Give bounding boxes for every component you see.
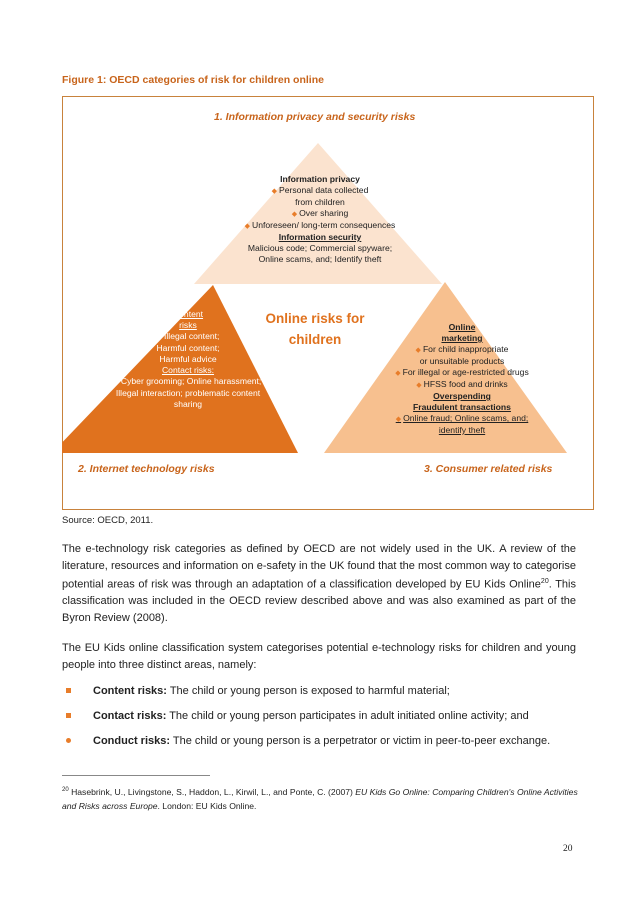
item-personal-data: Personal data collected [279, 185, 369, 195]
bullet-square-icon [66, 713, 71, 718]
paragraph-1-text: The e-technology risk categories as defined by OECD are not widely used in the UK. A review of the literature, resources and information on e-safety in the UK found that the most common way to categorise potential areas of risk was through an adaptation of a classification developed by EU Kids Online [62, 543, 576, 591]
security-line-2: Online scams, and; Identify theft [258, 254, 382, 264]
footnote-title: EU Kids Go Online: Comparing Children's Online Activities and Risks across Europe [62, 786, 578, 811]
item-illegal-content: Illegal content; [163, 331, 220, 341]
item-harmful-content: Harmful content; [156, 343, 220, 353]
bullet-icon: ◆ [271, 188, 278, 195]
bullet-text: The child or young person participates in adult initiated online activity; and [166, 710, 529, 722]
footnote-authors: Hasebrink, U., Livingstone, S., Haddon, L., Kirwil, L., and Ponte, C. (2007) [68, 786, 356, 797]
risk-triangles-diagram [62, 96, 594, 510]
category-consumer-related: 3. Consumer related risks [424, 463, 553, 475]
bullet-icon: ◆ [416, 382, 422, 389]
paragraph-1-text-2: . This classification was included in the OECD review described above and was also examined as part of the Byron Review (2008). [62, 578, 576, 624]
item-personal-data-cont: from children [295, 197, 345, 207]
bullet-icon: ◆ [395, 370, 401, 377]
item-illegal-interaction: Illegal interaction; problematic content [115, 388, 261, 398]
footnote-divider [62, 775, 210, 776]
heading-information-security: Information security [278, 232, 362, 242]
item-unsuitable-products: or unsuitable products [419, 356, 505, 366]
bullet-content-risks [62, 685, 450, 697]
bullet-label: Contact risks: [93, 710, 167, 722]
bullet-text: The child or young person is a perpetrator or victim in peer-to-peer exchange. [170, 735, 551, 747]
security-line-1: Malicious code; Commercial spyware; [247, 243, 393, 253]
bullet-icon: ◆ [415, 347, 421, 354]
heading-content: Content [172, 309, 204, 319]
item-over-sharing: Over sharing [299, 208, 349, 218]
item-harmful-advice: Harmful advice [159, 354, 217, 364]
bullet-icon: ◆ [395, 416, 402, 423]
category-information-privacy: 1. Information privacy and security risks [214, 111, 416, 123]
page-number: 20 [563, 844, 573, 854]
item-hfss-food: HFSS food and drinks [423, 379, 508, 389]
footnote [62, 783, 582, 813]
bullet-text: The child or young person is exposed to harmful material; [166, 685, 450, 697]
figure-title: Figure 1: OECD categories of risk for children online [62, 74, 324, 86]
center-label [250, 308, 380, 350]
item-unforeseen: Unforeseen/ long-term consequences [252, 220, 396, 230]
top-triangle-text [218, 174, 422, 265]
item-illegal-drugs: For illegal or age-restricted drugs [402, 367, 529, 377]
footnote-number: 20 [62, 787, 69, 793]
bullet-icon: ◆ [244, 223, 251, 230]
center-label-line-2: children [288, 332, 342, 347]
paragraph-1 [62, 541, 576, 626]
heading-fraudulent: Fraudulent transactions [413, 402, 511, 412]
bullet-icon: ◆ [291, 211, 298, 218]
bullet-label: Content risks: [93, 685, 167, 697]
bullet-icon: ■ [114, 379, 119, 386]
heading-overspending: Overspending [433, 391, 491, 401]
heading-contact-risks: Contact risks: [161, 365, 215, 375]
heading-content-cont: risks [179, 320, 197, 330]
center-label-line-1: Online risks for [265, 311, 365, 326]
item-inappropriate: For child inappropriate [422, 344, 509, 354]
bullet-icon: ◆ [156, 334, 162, 341]
bullet-conduct-risks [62, 735, 550, 747]
footnote-ref[interactable]: 20 [540, 578, 549, 585]
bullet-dot-icon [66, 738, 71, 743]
bullet-contact-risks [62, 710, 529, 722]
paragraph-2: The EU Kids online classification system categorises potential e-technology risks for children and young people into three distinct areas, namely: [62, 642, 576, 671]
item-identify-theft: identify theft [438, 425, 486, 435]
heading-online: Online [448, 322, 476, 332]
item-online-fraud: Online fraud; Online scams, and; [403, 413, 529, 423]
bullet-label: Conduct risks: [93, 735, 171, 747]
figure-source: Source: OECD, 2011. [62, 515, 154, 526]
heading-information-privacy: Information privacy [280, 174, 360, 184]
right-triangle-text [362, 322, 562, 436]
bullet-square-icon [66, 688, 71, 693]
footnote-publisher: . London: EU Kids Online. [157, 800, 257, 811]
item-cyber-grooming: Cyber grooming; Online harassment; [120, 376, 262, 386]
item-sharing: sharing [173, 399, 203, 409]
category-internet-technology: 2. Internet technology risks [78, 463, 215, 475]
heading-marketing: marketing [441, 333, 483, 343]
